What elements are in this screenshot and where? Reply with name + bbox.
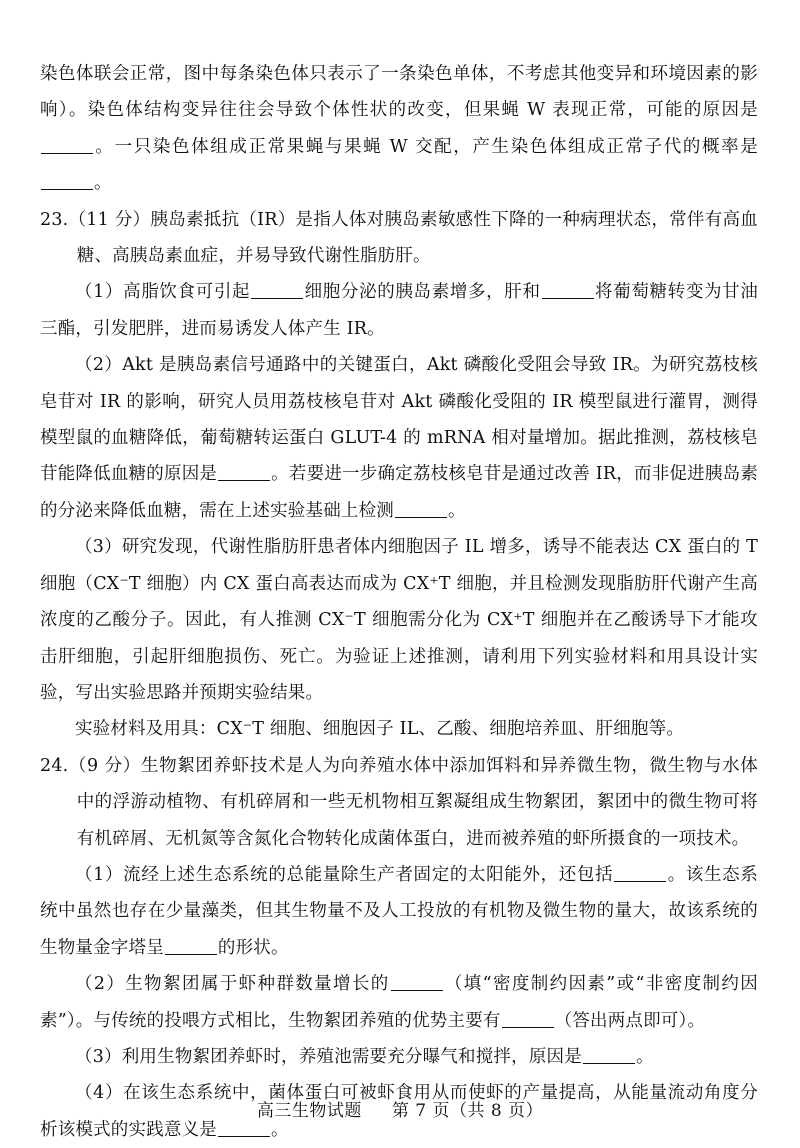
question-24-sub-2: （2）生物絮团属于虾种群数量增长的 （填“密度制约因素”或“非密度制约因素”）。与传统的投喂方式相比，生物絮团养殖的优势主要有 （答出两点即可）。: [40, 974, 758, 1031]
question-22-continuation: 染色体联会正常，图中每条染色体只表示了一条染色单体，不考虑其他变异和环境因素的影响）。染色体结构变异往往会导致个体性状的改变，但果蝇 W 表现正常，可能的原因是。一只染色体组成正常果蝇与果蝇 W 交配，产生染色体组成正常子代的概率是。: [40, 64, 758, 194]
footer-subject: 高三生物试题: [256, 1101, 362, 1121]
question-23-materials: 实验材料及用具：CX⁻T 细胞、细胞因子 IL、乙酸、细胞培养皿、肝细胞等。: [75, 719, 685, 740]
answer-blank[interactable]: [41, 172, 93, 191]
answer-blank[interactable]: [583, 1045, 635, 1064]
question-23-sub-3: （3）研究发现，代谢性脂肪肝患者体内细胞因子 IL 增多，诱导不能表达 CX 蛋白的 T 细胞（CX⁻T 细胞）内 CX 蛋白高表达而成为 CX⁺T 细胞，并且检测发现脂肪肝代谢产生高浓度的乙酸分子。因此，有人推测 CX⁻T 细胞需分化为 CX⁺T 细胞并在乙酸诱导下才能攻击肝细胞，引起肝细胞损伤、死亡。为验证上述推测，请利用下列实验材料和用具设计实验，写出实验思路并预期实验结果。: [40, 537, 758, 703]
question-23-sub-2: （2）Akt 是胰岛素信号通路中的关键蛋白，Akt 磷酸化受阻会导致 IR。为研究荔枝核皂苷对 IR 的影响，研究人员用荔枝核皂苷对 Akt 磷酸化受阻的 IR 模型鼠进行灌胃，测得模型鼠的血糖降低，葡萄糖转运蛋白 GLUT-4 的 mRNA 相对量增加。据此推测，荔枝核皂苷能降低血糖的原因是 。若要进一步确定荔枝核皂苷是通过改善 IR，而非促进胰岛素的分泌来降低血糖，需在上述实验基础上检测 。: [40, 355, 759, 521]
question-24-intro: 24.（9 分）生物絮团养虾技术是人为向养殖水体中添加饵料和异养微生物，微生物与水体中的浮游动植物、有机碎屑和一些无机物相互絮凝组成生物絮团，絮团中的微生物可将有机碎屑、无机氮等含氮化合物转化成菌体蛋白，进而被养殖的虾所摄食的一项技术。: [40, 755, 758, 849]
page-footer: [0, 1096, 800, 1121]
answer-blank[interactable]: [218, 1118, 270, 1137]
answer-blank[interactable]: [251, 281, 303, 300]
answer-blank[interactable]: [542, 281, 594, 300]
answer-blank[interactable]: [502, 1009, 554, 1028]
question-24-sub-1: （1）流经上述生态系统的总能量除生产者固定的太阳能外，还包括 。该生态系统中虽然也存在少量藻类，但其生物量不及人工投放的有机物及微生物的量大，故该系统的生物量金字塔呈 的形状。: [40, 864, 758, 958]
answer-blank[interactable]: [391, 973, 443, 992]
answer-blank[interactable]: [614, 863, 666, 882]
page-content: [40, 56, 758, 1148]
question-23-intro: 23.（11 分）胰岛素抵抗（IR）是指人体对胰岛素敏感性下降的一种病理状态，常伴有高血糖、高胰岛素血症，并易导致代谢性脂肪肝。: [40, 209, 758, 267]
question-24-sub-3: （3）利用生物絮团养虾时，养殖池需要充分曝气和搅拌，原因是 。: [75, 1046, 654, 1067]
footer-page-number: 第 7 页（共 8 页）: [391, 1101, 544, 1121]
answer-blank[interactable]: [395, 499, 447, 518]
question-23-sub-1: （1）高脂饮食可引起 细胞分泌的胰岛素增多，肝和 将葡萄糖转变为甘油三酯，引发肥胖，进而易诱发人体产生 IR。: [40, 282, 758, 339]
question-24-sub-4: （4）在该生态系统中，菌体蛋白可被虾食用从而使虾的产量提高，从能量流动角度分析该模式的实践意义是 。: [40, 1083, 758, 1140]
answer-blank[interactable]: [218, 463, 270, 482]
answer-blank[interactable]: [41, 135, 93, 154]
answer-blank[interactable]: [165, 936, 217, 955]
